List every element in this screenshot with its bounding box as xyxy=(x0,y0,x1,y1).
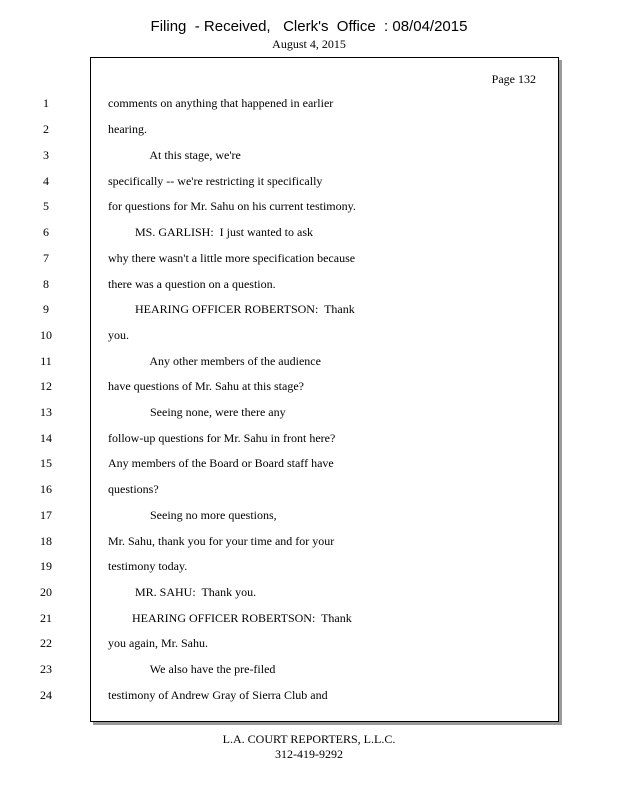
line-text: Mr. Sahu, thank you for your time and for your xyxy=(108,534,335,548)
line-number: 3 xyxy=(43,148,49,162)
line-number: 8 xyxy=(43,277,49,291)
line-number: 18 xyxy=(40,534,52,548)
line-number: 7 xyxy=(43,251,49,265)
line-number: 21 xyxy=(40,611,52,625)
line-number: 6 xyxy=(43,225,49,239)
line-text: We also have the pre-filed xyxy=(108,662,276,676)
page-number: Page 132 xyxy=(491,72,536,86)
line-number: 17 xyxy=(40,508,52,522)
line-text: you again, Mr. Sahu. xyxy=(108,636,208,650)
line-number: 14 xyxy=(40,431,52,445)
line-number: 9 xyxy=(43,302,49,316)
line-number: 23 xyxy=(40,662,52,676)
court-reporter-phone: 312-419-9292 xyxy=(275,747,343,761)
line-text: comments on anything that happened in earlier xyxy=(108,96,334,110)
line-number: 10 xyxy=(40,328,52,342)
transcript-page xyxy=(40,57,559,722)
line-text: hearing. xyxy=(108,122,147,136)
filing-stamp: Filing - Received, Clerk's Office : 08/04/2015 xyxy=(150,18,468,35)
line-number: 4 xyxy=(43,174,49,188)
line-number: 12 xyxy=(40,379,52,393)
line-number: 24 xyxy=(40,688,52,702)
line-number: 20 xyxy=(40,585,52,599)
line-number: 2 xyxy=(43,122,49,136)
line-number: 16 xyxy=(40,482,52,496)
line-number: 13 xyxy=(40,405,52,419)
line-text: for questions for Mr. Sahu on his current testimony. xyxy=(108,199,356,213)
line-text: Any other members of the audience xyxy=(108,354,321,368)
line-number: 1 xyxy=(43,96,49,110)
line-text: Seeing no more questions, xyxy=(108,508,277,522)
line-text: HEARING OFFICER ROBERTSON: Thank xyxy=(108,611,352,625)
line-text: there was a question on a question. xyxy=(108,277,276,291)
line-text: MS. GARLISH: I just wanted to ask xyxy=(108,225,313,239)
line-text: have questions of Mr. Sahu at this stage? xyxy=(108,379,304,393)
line-text: you. xyxy=(108,328,129,342)
line-text: At this stage, we're xyxy=(108,148,241,162)
line-number: 5 xyxy=(43,199,49,213)
line-text: testimony of Andrew Gray of Sierra Club and xyxy=(108,688,328,702)
line-text: follow-up questions for Mr. Sahu in front here? xyxy=(108,431,336,445)
line-text: HEARING OFFICER ROBERTSON: Thank xyxy=(108,302,355,316)
line-text: specifically -- we're restricting it specifically xyxy=(108,174,323,188)
line-text: questions? xyxy=(108,482,159,496)
transcript-date: August 4, 2015 xyxy=(272,37,346,51)
line-number: 19 xyxy=(40,559,52,573)
line-number: 22 xyxy=(40,636,52,650)
court-reporter-name: L.A. COURT REPORTERS, L.L.C. xyxy=(222,732,396,746)
line-text: testimony today. xyxy=(108,559,188,573)
line-text: why there wasn't a little more specification because xyxy=(108,251,356,265)
line-text: Seeing none, were there any xyxy=(108,405,286,419)
line-text: MR. SAHU: Thank you. xyxy=(108,585,257,599)
line-text: Any members of the Board or Board staff have xyxy=(108,456,334,470)
line-number: 15 xyxy=(40,456,52,470)
line-number: 11 xyxy=(40,354,52,368)
